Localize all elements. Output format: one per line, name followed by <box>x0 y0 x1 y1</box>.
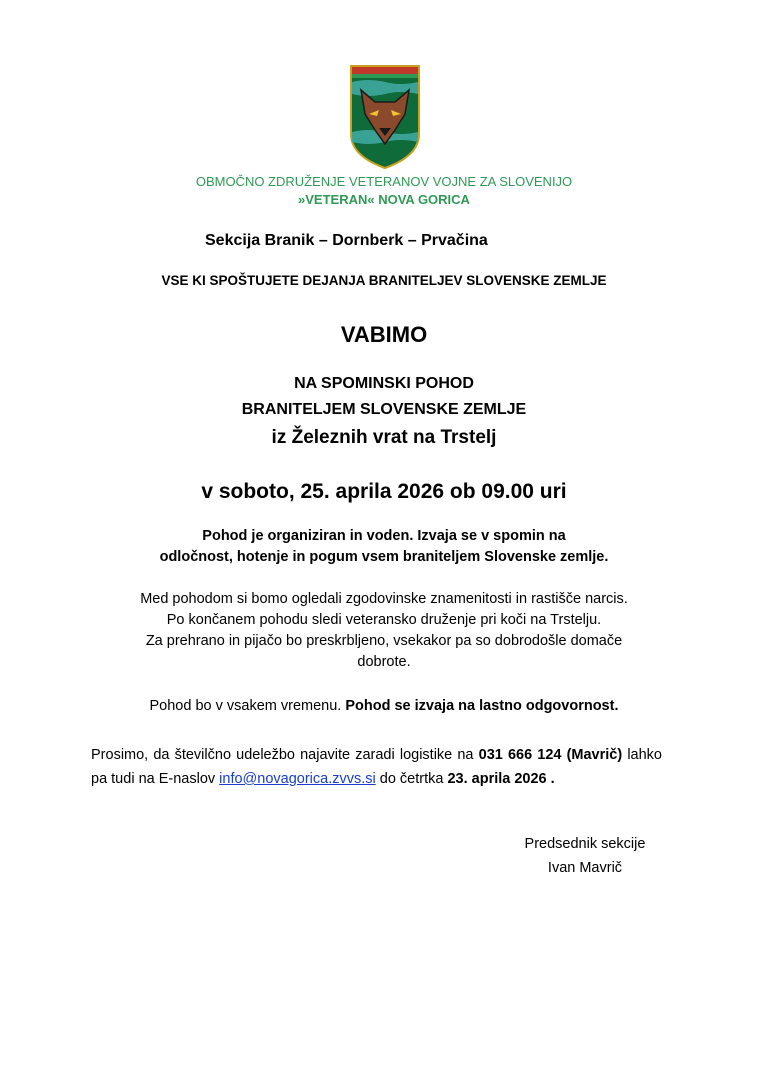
registration-text: do četrtka <box>375 771 448 787</box>
paragraph2-line: Po končanem pohodu sledi veteransko druženje pri koči na Trstelju. <box>166 612 602 628</box>
event-route: iz Železnih vrat na Trstelj <box>271 427 497 448</box>
signature-name: Ivan Mavrič <box>547 860 623 876</box>
event-date: v soboto, 25. aprila 2026 ob 09.00 uri <box>201 480 567 503</box>
invite-heading: VABIMO <box>340 322 428 347</box>
signature-block <box>490 832 680 880</box>
event-title-line1: NA SPOMINSKI POHOD <box>294 375 474 392</box>
paragraph1-line: Pohod je organiziran in voden. Izvaja se v spomin na <box>202 528 566 544</box>
signature-role: Predsednik sekcije <box>524 836 646 852</box>
paragraph2-line: Med pohodom si bomo ogledali zgodovinske znamenitosti in rastišče narcis. <box>140 591 628 607</box>
registration-text: lahko pa tudi na E-naslov <box>91 747 662 787</box>
paragraph2-line: dobrote. <box>357 654 411 670</box>
registration-phone: 031 666 124 (Mavrič) <box>478 747 623 763</box>
event-title-line2: BRANITELJEM SLOVENSKE ZEMLJE <box>241 401 527 418</box>
organization-name: OBMOČNO ZDRUŽENJE VETERANOV VOJNE ZA SLOVENIJO <box>195 174 573 189</box>
registration-paragraph <box>91 743 662 791</box>
paragraph1-line: odločnost, hotenje in pogum vsem braniteljem Slovenske zemlje. <box>159 549 609 565</box>
weather-note: Pohod bo v vsakem vremenu. <box>149 698 346 714</box>
registration-email-link[interactable]: info@novagorica.zvvs.si <box>219 771 376 787</box>
paragraph2-line: Za prehrano in pijačo bo preskrbljeno, vsekakor pa so dobrodošle domače <box>145 633 623 649</box>
registration-deadline: 23. aprila 2026 . <box>447 771 555 787</box>
weather-paragraph <box>0 698 768 714</box>
registration-text: Prosimo, da številčno udeležbo najavite zaradi logistike na <box>91 747 479 763</box>
program-paragraph <box>0 589 768 673</box>
responsibility-note: Pohod se izvaja na lastno odgovornost. <box>345 698 619 714</box>
organization-subtitle: »VETERAN« NOVA GORICA <box>298 192 470 207</box>
organization-paragraph <box>0 526 768 568</box>
section-title: Sekcija Branik – Dornberk – Prvačina <box>205 232 488 249</box>
veteran-shield-logo <box>349 64 421 170</box>
addressee-line: VSE KI SPOŠTUJETE DEJANJA BRANITELJEV SLOVENSKE ZEMLJE <box>161 273 607 288</box>
